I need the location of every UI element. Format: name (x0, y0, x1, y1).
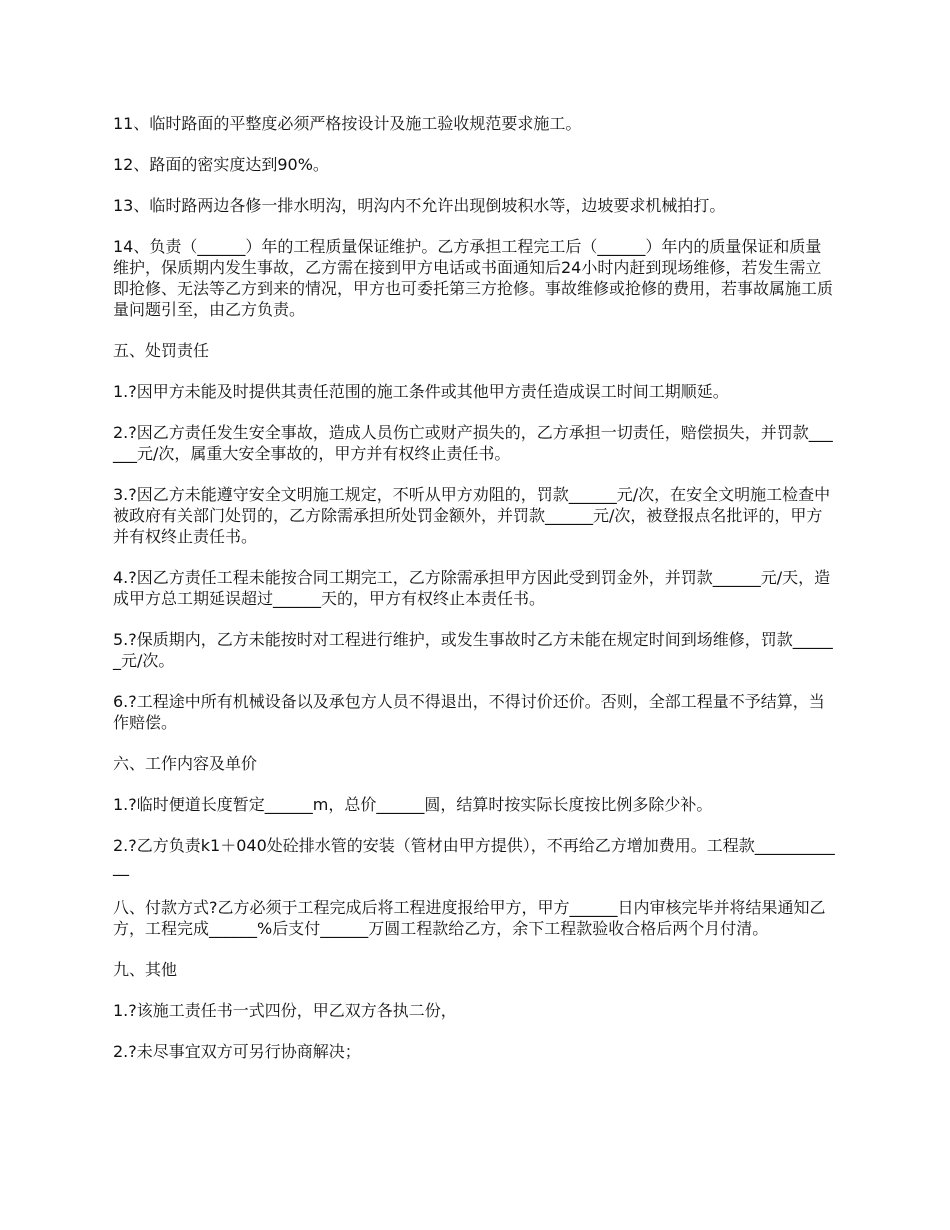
other-item-1: 1.?该施工责任书一式四份，甲乙双方各执二份， (113, 1001, 457, 1020)
clause-12: 12、路面的密实度达到90%。 (113, 155, 329, 174)
section-heading-other: 九、其他 (113, 960, 178, 979)
penalty-item-6: 6.?工程途中所有机械设备以及承包方人员不得退出，不得讨价还价。否则，全部工程量不予结算，当作赔偿。 (113, 692, 825, 732)
penalty-item-2: 2.?因乙方责任发生安全事故，造成人员伤亡或财产损失的，乙方承担一切责任，赔偿损失，并罚款______元/次，属重大安全事故的，甲方并有权终止责任书。 (113, 423, 833, 463)
penalty-item-1: 1.?因甲方未能及时提供其责任范围的施工条件或其他甲方责任造成误工时间工期顺延。 (113, 382, 729, 401)
section-payment: 八、付款方式?乙方必须于工程完成后将工程进度报给甲方，甲方______日内审核完毕并将结果通知乙方，工程完成______%后支付______万圆工程款给乙方，余下工程款验收合格后两个月付清。 (113, 898, 826, 938)
penalty-item-4: 4.?因乙方责任工程未能按合同工期完工，乙方除需承担甲方因此受到罚金外，并罚款______元/天，造成甲方总工期延误超过______天的，甲方有权终止本责任书。 (113, 568, 831, 608)
section-heading-work-content: 六、工作内容及单价 (113, 754, 258, 773)
section-heading-penalty: 五、处罚责任 (113, 341, 210, 360)
work-item-1: 1.?临时便道长度暂定______m，总价______圆，结算时按实际长度按比例多除少补。 (113, 795, 713, 814)
clause-13: 13、临时路两边各修一排水明沟，明沟内不允许出现倒坡积水等，边坡要求机械拍打。 (113, 196, 726, 215)
penalty-item-5: 5.?保质期内，乙方未能按时对工程进行维护，或发生事故时乙方未能在规定时间到场维修，罚款______元/次。 (113, 630, 833, 670)
work-item-2: 2.?乙方负责k1＋040处砼排水管的安装（管材由甲方提供），不再给乙方增加费用。工程款____________ (113, 836, 835, 876)
penalty-item-3: 3.?因乙方未能遵守安全文明施工规定，不听从甲方劝阻的，罚款______元/次，在安全文明施工检查中被政府有关部门处罚的，乙方除需承担所处罚金额外，并罚款______元/次，被登报点名批评的，甲方并有权终止责任书。 (113, 485, 831, 546)
clause-14: 14、负责（______）年的工程质量保证维护。乙方承担工程完工后（______）年内的质量保证和质量维护，保质期内发生事故，乙方需在接到甲方电话或书面通知后24小时内赶到现场维修，若发生需立即抢修、无法等乙方到来的情况，甲方也可委托第三方抢修。事故维修或抢修的费用，若事故属施工质量问题引至，由乙方负责。 (113, 237, 834, 319)
document-body (113, 113, 835, 1062)
clause-11: 11、临时路面的平整度必须严格按设计及施工验收规范要求施工。 (113, 114, 582, 133)
other-item-2: 2.?未尽事宜双方可另行协商解决； (113, 1042, 361, 1061)
